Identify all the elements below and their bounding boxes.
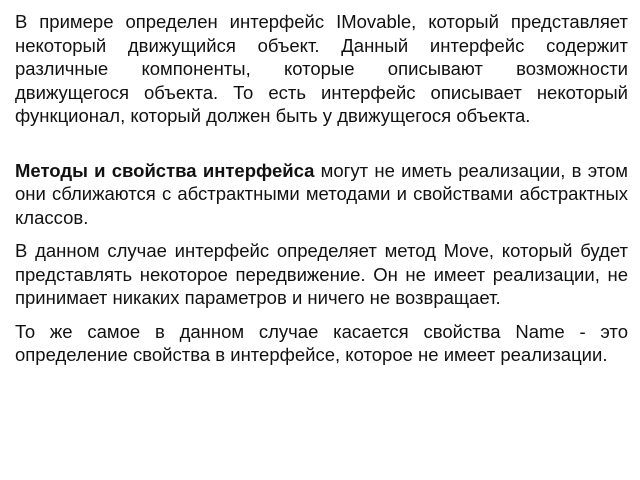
bold-term-interface-members: Методы и свойства интерфейса	[15, 159, 315, 181]
paragraph-interface-members-text: могут не иметь реализации, в этом они сближаются с абстрактными методами и свойствами абстрактных классов.	[15, 159, 628, 228]
paragraph-move-method: В данном случае интерфейс определяет метод Move, который будет представлять некоторое передвижение. Он не имеет реализации, не принимает никаких параметров и ничего не возвращает.	[15, 240, 628, 308]
paragraph-interface-members	[15, 159, 628, 230]
paragraph-imovable-intro: В примере определен интерфейс IMovable, который представляет некоторый движущийся объект. Данный интерфейс содержит различные компоненты, которые описывают возможности движущегося объекта. То есть интерфейс описывает некоторый функционал, который должен быть у движущегося объекта.	[15, 11, 628, 126]
paragraph-name-property: То же самое в данном случае касается свойства Name - это определение свойства в интерфейсе, которое не имеет реализации.	[15, 320, 628, 365]
